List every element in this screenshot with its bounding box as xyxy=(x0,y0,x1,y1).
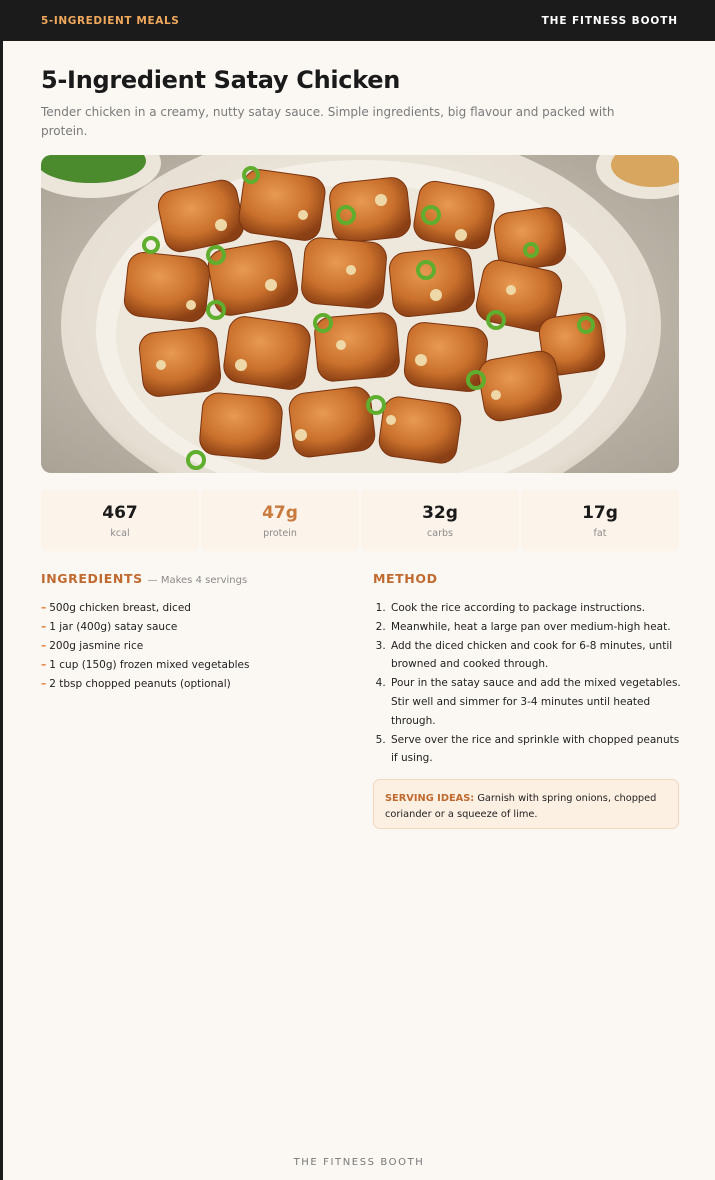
serving-ideas-box xyxy=(373,779,679,829)
list-item xyxy=(41,637,341,656)
serving-ideas-text: Garnish with spring onions, chopped coriander or a squeeze of lime. xyxy=(385,793,657,820)
nutrition-panel xyxy=(41,490,679,551)
nutrition-protein xyxy=(201,490,359,551)
ingredient-text: 2 tbsp chopped peanuts (optional) xyxy=(49,678,231,690)
recipe-title: 5-Ingredient Satay Chicken xyxy=(41,66,401,94)
list-item xyxy=(41,599,341,618)
brand-label: THE FITNESS BOOTH xyxy=(541,14,678,27)
bullet-dash: – xyxy=(41,659,47,671)
top-bar xyxy=(3,0,715,41)
nutrition-label: kcal xyxy=(110,527,130,539)
method-step: 3. Add the diced chicken and cook for 6-8 minutes, until browned and cooked through. xyxy=(389,637,681,675)
bullet-dash: – xyxy=(41,678,47,690)
ingredients-list xyxy=(41,599,341,694)
ingredient-text: 500g chicken breast, diced xyxy=(49,602,191,614)
nutrition-value: 467 xyxy=(102,502,138,523)
nutrition-value: 32g xyxy=(422,502,458,523)
nutrition-value: 17g xyxy=(582,502,618,523)
method-step: 2. Meanwhile, heat a large pan over medium-high heat. xyxy=(389,618,681,637)
nutrition-kcal xyxy=(41,490,199,551)
ingredients-heading xyxy=(41,571,341,586)
method-step: 5. Serve over the rice and sprinkle with chopped peanuts if using. xyxy=(389,731,681,769)
nutrition-fat xyxy=(521,490,679,551)
footer-brand: THE FITNESS BOOTH xyxy=(293,1157,425,1168)
recipe-description: Tender chicken in a creamy, nutty satay sauce. Simple ingredients, big flavour and packed with protein. xyxy=(41,105,615,138)
bullet-dash: – xyxy=(41,621,47,633)
list-item xyxy=(41,618,341,637)
method-step: 1. Cook the rice according to package instructions. xyxy=(389,599,681,618)
servings-note: — Makes 4 servings xyxy=(147,575,248,586)
nutrition-carbs xyxy=(361,490,519,551)
method-step: 4. Pour in the satay sauce and add the mixed vegetables. Stir well and simmer for 3-4 minutes until heated through. xyxy=(389,674,681,730)
nutrition-label: carbs xyxy=(427,527,453,539)
list-item xyxy=(41,656,341,675)
ingredients-heading-text: INGREDIENTS xyxy=(41,571,143,586)
method-heading: METHOD xyxy=(373,571,438,586)
category-label: 5-INGREDIENT MEALS xyxy=(41,14,180,27)
bullet-dash: – xyxy=(41,602,47,614)
bullet-dash: – xyxy=(41,640,47,652)
ingredients-section xyxy=(41,571,341,694)
nutrition-label: fat xyxy=(593,527,607,539)
ingredient-text: 1 cup (150g) frozen mixed vegetables xyxy=(49,659,250,671)
method-section xyxy=(373,571,681,768)
nutrition-label: protein xyxy=(263,527,297,539)
recipe-photo xyxy=(41,155,679,473)
ingredient-text: 200g jasmine rice xyxy=(49,640,144,652)
serving-ideas-label: SERVING IDEAS: xyxy=(385,793,475,804)
nutrition-value: 47g xyxy=(262,502,298,523)
method-steps xyxy=(373,599,681,768)
list-item xyxy=(41,675,341,694)
ingredient-text: 1 jar (400g) satay sauce xyxy=(49,621,178,633)
